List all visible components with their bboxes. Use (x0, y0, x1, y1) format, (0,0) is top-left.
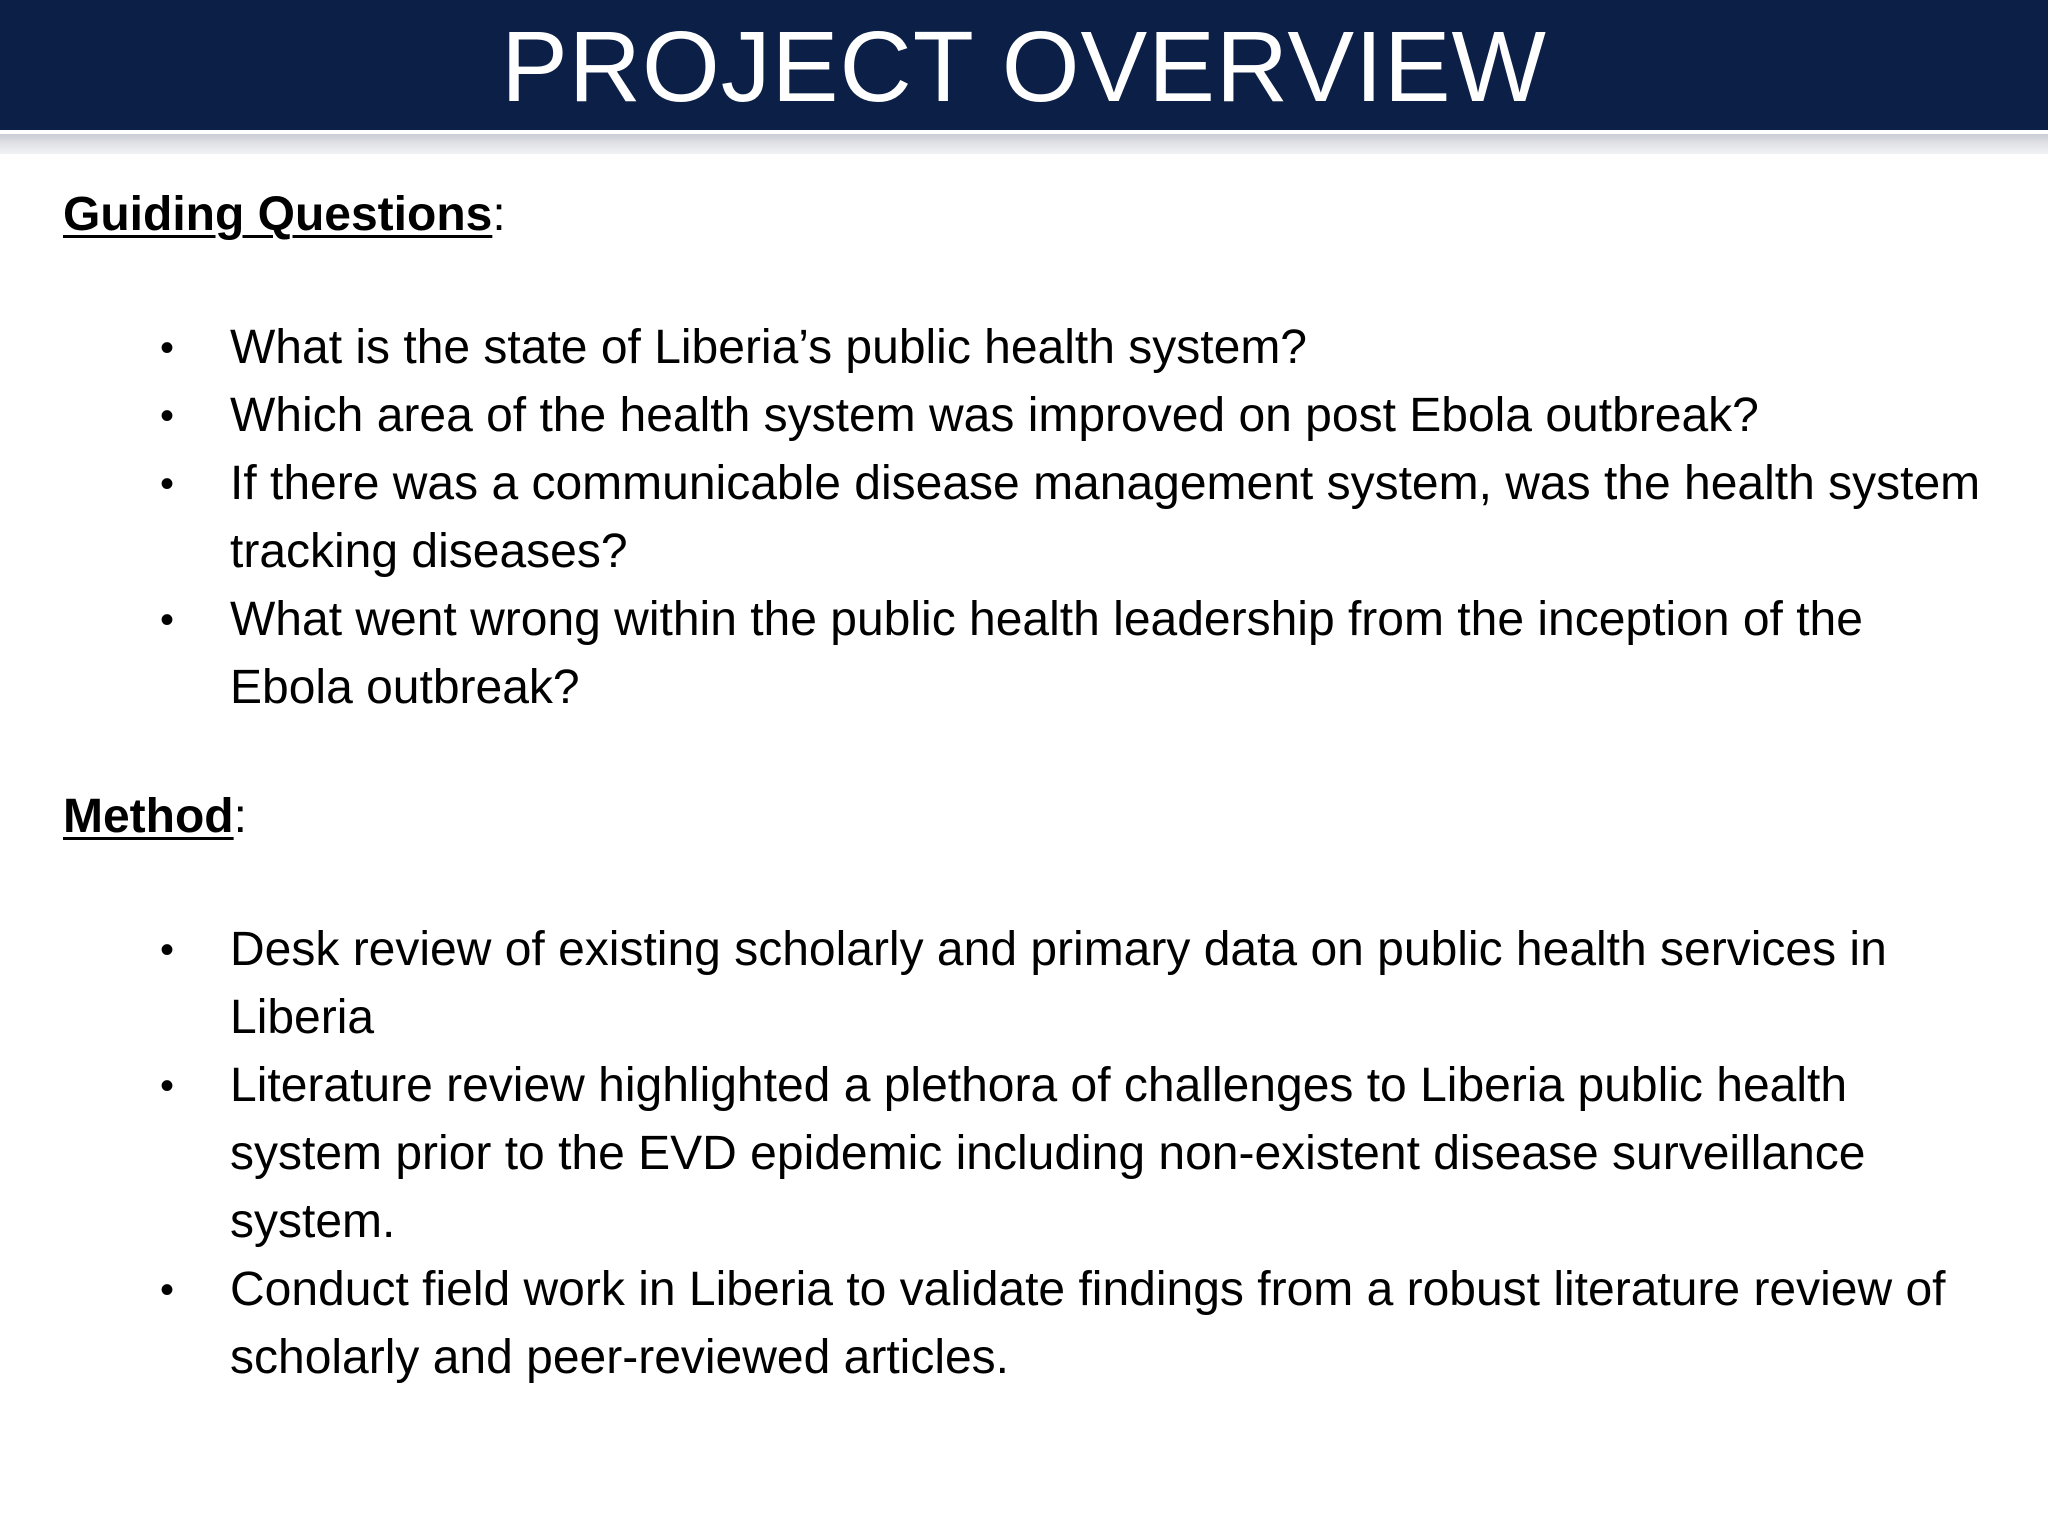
list-item (160, 450, 1993, 586)
method-label: Method (63, 790, 234, 843)
method-heading (63, 788, 1993, 846)
bullet-icon: • (160, 326, 175, 370)
list-item (160, 314, 1993, 382)
guiding-questions-list (63, 314, 1993, 722)
bullet-icon: • (160, 1064, 175, 1108)
list-item (160, 1256, 1993, 1392)
bullet-icon: • (160, 462, 175, 506)
list-item-text: Conduct field work in Liberia to validate findings from a robust literature review of scholarly and peer-reviewed articles. (230, 1263, 1946, 1384)
list-item (160, 916, 1993, 1052)
slide-content (63, 186, 1993, 1392)
list-item-text: If there was a communicable disease management system, was the health system tracking diseases? (230, 457, 1981, 578)
list-item (160, 382, 1993, 450)
guiding-questions-label: Guiding Questions (63, 188, 493, 241)
bullet-icon: • (160, 394, 175, 438)
list-item (160, 586, 1993, 722)
bullet-icon: • (160, 928, 175, 972)
guiding-questions-colon: : (492, 188, 506, 241)
bullet-icon: • (160, 598, 175, 642)
title-underline-divider (0, 134, 2048, 154)
list-item-text: Desk review of existing scholarly and primary data on public health services in Liberia (230, 923, 1887, 1044)
method-colon: : (233, 790, 247, 843)
title-bar (0, 0, 2048, 130)
list-item (160, 1052, 1993, 1256)
list-item-text: Which area of the health system was improved on post Ebola outbreak? (230, 389, 1759, 442)
slide-title: PROJECT OVERVIEW (501, 11, 1547, 123)
list-item-text: Literature review highlighted a plethora of challenges to Liberia public health system prior to the EVD epidemic including non-existent disease surveillance system. (230, 1059, 1866, 1248)
list-item-text: What is the state of Liberia’s public health system? (230, 321, 1307, 374)
list-item-text: What went wrong within the public health leadership from the inception of the Ebola outbreak? (230, 593, 1863, 714)
method-list (63, 916, 1993, 1392)
guiding-questions-heading (63, 186, 1993, 244)
bullet-icon: • (160, 1268, 175, 1312)
